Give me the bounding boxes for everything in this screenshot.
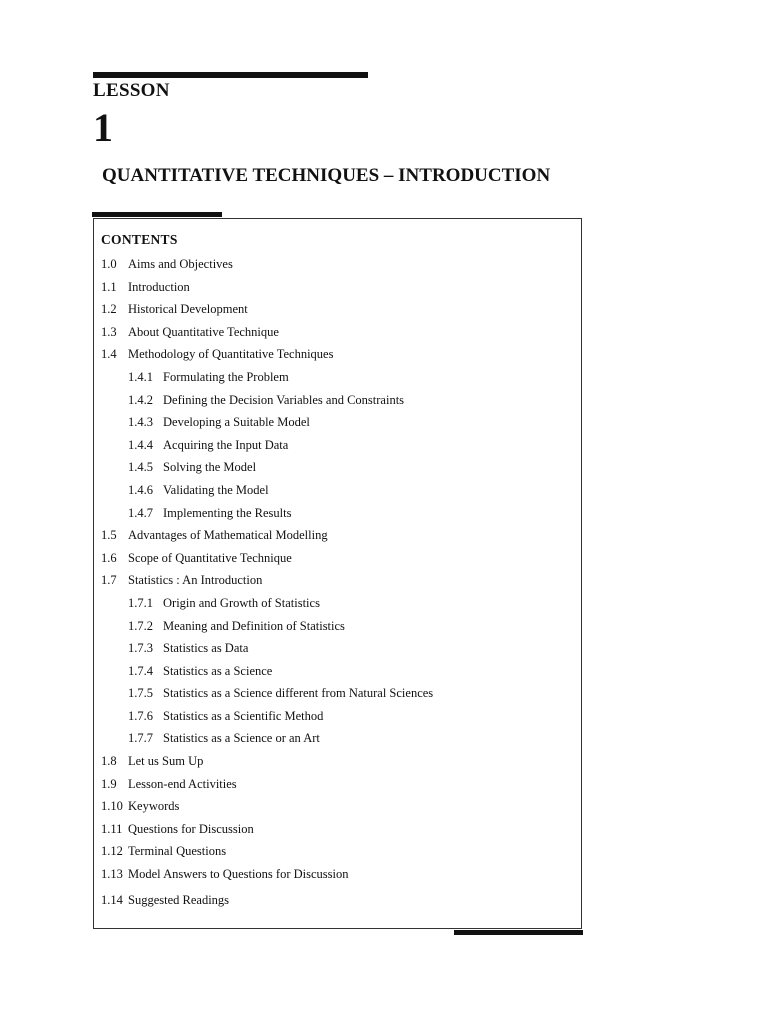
toc-subitem[interactable] — [101, 391, 571, 414]
toc-item-number: 1.11 — [101, 821, 123, 836]
toc-subitem[interactable] — [101, 639, 571, 662]
toc-item-number: 1.9 — [101, 776, 117, 791]
toc-item-number: 1.7.1 — [128, 595, 153, 610]
toc-item-title: Implementing the Results — [163, 505, 292, 520]
contents-bottom-rule — [454, 930, 583, 935]
toc-item-number: 1.4.6 — [128, 482, 153, 497]
toc-item[interactable] — [101, 300, 571, 323]
lesson-label: LESSON — [93, 80, 170, 101]
toc-item[interactable] — [101, 820, 571, 843]
toc-item-title: About Quantitative Technique — [128, 324, 279, 339]
toc-item-number: 1.7 — [101, 573, 117, 588]
toc-item[interactable] — [101, 255, 571, 278]
toc-item-title: Historical Development — [128, 302, 248, 317]
toc-item-number: 1.0 — [101, 257, 117, 271]
toc-item-title: Advantages of Mathematical Modelling — [128, 528, 328, 543]
toc-subitem[interactable] — [101, 684, 571, 707]
toc-item-number: 1.4.5 — [128, 460, 153, 475]
toc-item-number: 1.8 — [101, 754, 117, 769]
toc-item-title: Introduction — [128, 279, 190, 294]
toc-item-title: Model Answers to Questions for Discussion — [128, 867, 349, 882]
toc-item-title: Suggested Readings — [128, 892, 230, 907]
toc-item[interactable] — [101, 549, 571, 572]
toc-item-title: Defining the Decision Variables and Constraints — [163, 392, 405, 407]
toc-item-title: Statistics as a Scientific Method — [163, 708, 324, 723]
toc-item-title: Lesson-end Activities — [128, 776, 237, 791]
toc-item-number: 1.7.3 — [128, 641, 153, 656]
toc-item-title: Origin and Growth of Statistics — [163, 595, 320, 610]
toc-item-number: 1.12 — [101, 844, 123, 859]
toc-item-number: 1.4.7 — [128, 505, 153, 520]
toc-item[interactable] — [101, 345, 571, 368]
toc-item-title: Methodology of Quantitative Techniques — [128, 347, 334, 362]
toc-item-title: Statistics as a Science or an Art — [163, 731, 320, 746]
toc-item-number: 1.7.2 — [128, 618, 153, 633]
toc-item-number: 1.13 — [101, 867, 123, 882]
toc-item-title: Aims and Objectives — [128, 257, 233, 271]
toc-item-title: Statistics as a Science — [163, 663, 273, 678]
toc-item[interactable] — [101, 323, 571, 346]
toc-item[interactable] — [101, 752, 571, 775]
toc-subitem[interactable] — [101, 662, 571, 685]
toc-item-number: 1.3 — [101, 324, 117, 339]
toc-item-title: Solving the Model — [163, 460, 257, 475]
toc-item-number: 1.1 — [101, 279, 117, 294]
toc-item[interactable] — [101, 865, 571, 888]
toc-item-number: 1.7.7 — [128, 731, 153, 746]
contents-tab-rule — [92, 212, 222, 217]
toc-item-title: Let us Sum Up — [128, 754, 204, 769]
toc-subitem[interactable] — [101, 707, 571, 730]
toc-item-number: 1.7.4 — [128, 663, 153, 678]
toc-item-title: Developing a Suitable Model — [163, 415, 310, 430]
toc-item[interactable] — [101, 571, 571, 594]
toc-subitem[interactable] — [101, 413, 571, 436]
table-of-contents — [101, 255, 571, 913]
toc-item-number: 1.10 — [101, 799, 123, 814]
toc-item-number: 1.7.6 — [128, 708, 153, 723]
toc-item[interactable] — [101, 278, 571, 301]
toc-item[interactable] — [101, 797, 571, 820]
contents-heading: CONTENTS — [101, 232, 178, 247]
top-rule — [93, 72, 368, 78]
toc-subitem[interactable] — [101, 594, 571, 617]
toc-item-title: Formulating the Problem — [163, 369, 289, 384]
toc-item-number: 1.14 — [101, 892, 123, 907]
toc-item-title: Terminal Questions — [128, 844, 227, 859]
toc-item[interactable] — [101, 526, 571, 549]
toc-item-title: Statistics as a Science different from Natural Sciences — [163, 686, 434, 701]
toc-item-number: 1.4 — [101, 347, 117, 362]
toc-subitem[interactable] — [101, 617, 571, 640]
toc-item-number: 1.4.2 — [128, 392, 153, 407]
toc-subitem[interactable] — [101, 458, 571, 481]
toc-item[interactable] — [101, 842, 571, 865]
toc-item-title: Keywords — [128, 799, 180, 814]
toc-item[interactable] — [101, 891, 571, 914]
toc-item[interactable] — [101, 775, 571, 798]
toc-subitem[interactable] — [101, 729, 571, 752]
toc-item-number: 1.2 — [101, 302, 117, 317]
toc-item-title: Statistics as Data — [163, 641, 249, 656]
toc-item-title: Acquiring the Input Data — [163, 437, 289, 452]
toc-subitem[interactable] — [101, 504, 571, 527]
toc-item-title: Validating the Model — [163, 482, 269, 497]
toc-item-number: 1.4.4 — [128, 437, 153, 452]
toc-item-title: Scope of Quantitative Technique — [128, 550, 292, 565]
toc-item-title: Meaning and Definition of Statistics — [163, 618, 345, 633]
toc-item-number: 1.4.3 — [128, 415, 153, 430]
lesson-number: 1 — [93, 105, 113, 150]
toc-item-number: 1.5 — [101, 528, 117, 543]
toc-subitem[interactable] — [101, 436, 571, 459]
toc-subitem[interactable] — [101, 368, 571, 391]
toc-item-number: 1.7.5 — [128, 686, 153, 701]
toc-item-title: Questions for Discussion — [128, 821, 254, 836]
lesson-title: QUANTITATIVE TECHNIQUES – INTRODUCTION — [102, 165, 551, 186]
toc-item-number: 1.4.1 — [128, 369, 153, 384]
toc-item-title: Statistics : An Introduction — [128, 573, 263, 588]
toc-item-number: 1.6 — [101, 550, 117, 565]
toc-subitem[interactable] — [101, 481, 571, 504]
